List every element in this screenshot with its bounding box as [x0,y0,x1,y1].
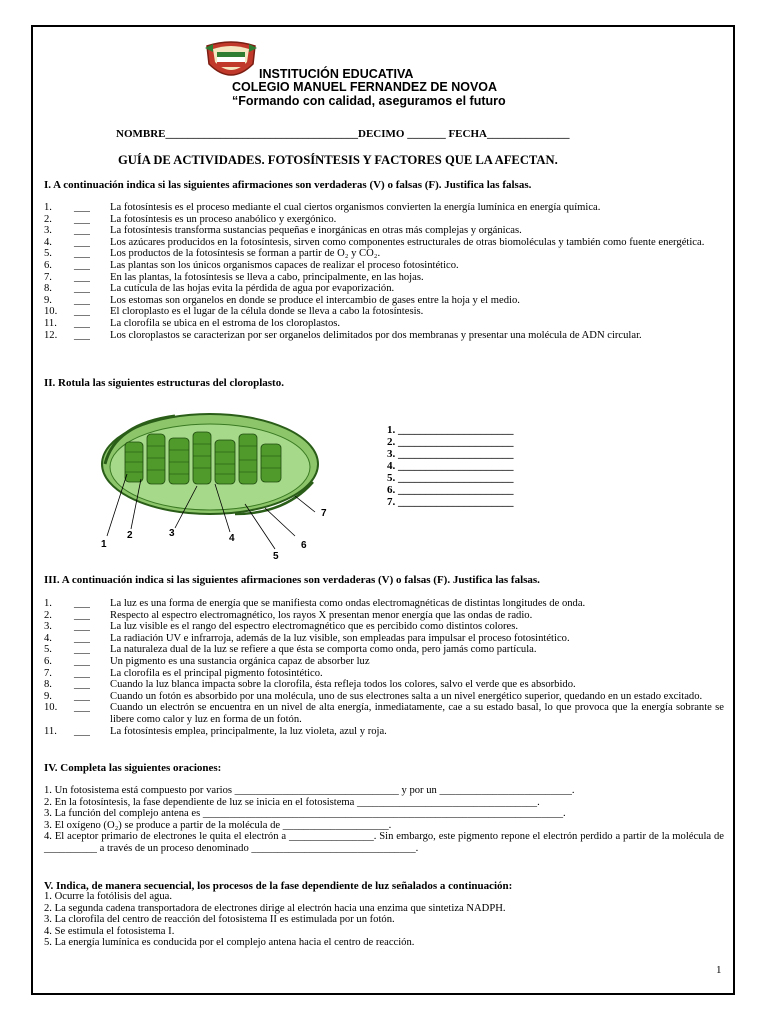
statement-item [44,633,724,645]
student-fields-line: NOMBRE___________________________________DECIMO _______ FECHA_______________ [116,128,570,140]
section-4-sentences [44,785,724,854]
statement-item [44,295,724,307]
chloroplast-diagram [85,404,345,564]
answer-blank[interactable]: ___ [74,725,90,737]
statement-text: Los productos de la fotosíntesis se forman a partir de O₂ y CO₂. [110,248,381,260]
answer-blank[interactable]: ___ [74,655,90,667]
statement-item [44,272,724,284]
answer-blank[interactable]: ___ [74,225,90,237]
item-number: 7. [44,667,52,679]
statement-text: La fotosíntesis es el proceso mediante el cual ciertos organismos convierten la energía lumínica en energía química. [110,202,601,213]
item-number: 1. [44,598,52,609]
statement-item [44,702,724,725]
item-number: 10. [44,306,58,318]
answer-blank[interactable]: ___ [74,213,90,225]
item-number: 1. [44,202,52,213]
section-3-heading: III. A continuación indica si las siguientes afirmaciones son verdaderas (V) o falsas (F). Justifica las falsas. [44,574,540,586]
process-item: 2. La segunda cadena transportadora de electrones dirige al electrón hacia una enzima que sintetiza NADPH. [44,902,506,914]
statement-item [44,679,724,691]
structure-label-blanks [387,424,514,508]
school-logo [203,40,259,84]
statement-text: Respecto al espectro electromagnético, los rayos X presentan menor energía que las ondas de radio. [110,609,533,621]
school-name: INSTITUCIÓN EDUCATIVA [259,67,414,81]
label-blank[interactable]: 5. _____________________ [387,472,514,484]
statement-text: Los estomas son organelos en donde se produce el intercambio de gases entre la hoja y el medio. [110,294,520,306]
answer-blank[interactable]: ___ [74,283,90,295]
answer-blank[interactable]: ___ [74,271,90,283]
statement-item [44,318,724,330]
statement-text: Cuando un electrón se encuentra en un nivel de alta energía, inmediatamente, cae a su estado basal, lo que provoca que la energía sobrante se libere como calor y luz en forma de un fotón. [110,702,724,725]
item-number: 5. [44,248,52,260]
answer-blank[interactable]: ___ [74,667,90,679]
section-1-heading: I. A continuación indica si las siguientes afirmaciones son verdaderas (V) o falsas (F). Justifica las falsas. [44,179,532,191]
diagram-number-3: 3 [169,528,175,539]
statement-text: La luz es una forma de energía que se manifiesta como ondas electromagnéticas de distintas longitudes de onda. [110,598,586,609]
sentence-line[interactable]: 1. Un fotosistema está compuesto por varios _______________________________ y por un _________________________. [44,785,575,796]
statement-item [44,237,724,249]
diagram-number-6: 6 [301,540,307,551]
item-number: 7. [44,271,52,283]
item-number: 3. [44,225,52,237]
item-number: 4. [44,632,52,644]
process-item: 4. Se estimula el fotosistema I. [44,925,175,937]
process-item: 3. La clorofila del centro de reacción del fotosistema II es estimulada por un fotón. [44,914,395,925]
label-blank[interactable]: 1. _____________________ [387,424,514,436]
item-number: 6. [44,655,52,667]
answer-blank[interactable]: ___ [74,644,90,656]
answer-blank[interactable]: ___ [74,236,90,248]
statement-item [44,644,724,656]
answer-blank[interactable]: ___ [74,317,90,329]
statement-item [44,248,724,260]
sentence-line[interactable]: 2. En la fotosíntesis, la fase dependiente de luz se inicia en el fotosistema __________________________________. [44,796,540,808]
statement-text: En las plantas, la fotosíntesis se lleva a cabo, principalmente, en las hojas. [110,271,424,283]
statement-item [44,726,724,738]
answer-blank[interactable]: ___ [74,621,90,633]
answer-blank[interactable]: ___ [74,702,90,714]
statement-text: La clorofila es el principal pigmento fotosintético. [110,667,323,679]
section-4-heading: IV. Completa las siguientes oraciones: [44,762,222,774]
section-5-list [44,891,724,949]
item-number: 10. [44,702,58,714]
statement-text: El cloroplasto es el lugar de la célula donde se lleva a cabo la fotosíntesis. [110,306,424,318]
item-number: 9. [44,690,52,702]
label-blank[interactable]: 7. _____________________ [387,496,514,508]
item-number: 2. [44,213,52,225]
diagram-number-5: 5 [273,551,279,562]
section-1-list [44,202,724,341]
section-3-list [44,598,724,737]
statement-item [44,202,724,214]
answer-blank[interactable]: ___ [74,294,90,306]
page-title: GUÍA DE ACTIVIDADES. FOTOSÍNTESIS Y FACTORES QUE LA AFECTAN. [118,153,558,167]
item-number: 5. [44,644,52,656]
item-number: 4. [44,236,52,248]
statement-item [44,610,724,622]
answer-blank[interactable]: ___ [74,306,90,318]
section-5-heading: V. Indica, de manera secuencial, los procesos de la fase dependiente de luz señalados a continuación: [44,880,513,892]
statement-item [44,656,724,668]
diagram-number-4: 4 [229,533,235,544]
college-name: COLEGIO MANUEL FERNANDEZ DE NOVOA [232,80,498,94]
statement-text: La fotosíntesis emplea, principalmente, la luz violeta, azul y roja. [110,725,387,737]
statement-text: La radiación UV e infrarroja, además de la luz visible, son empleadas para impulsar el proceso fotosintético. [110,632,570,644]
item-number: 11. [44,725,57,737]
item-number: 11. [44,317,57,329]
statement-item [44,691,724,703]
sentence-line[interactable]: 4. El aceptor primario de electrones le quita el electrón a ________________. Sin embargo, este pigmento repone el electrón perdido a partir de la molécula de __________ a través de un proceso denominado _______________________________. [44,831,724,854]
statement-text: Los cloroplastos se caracterizan por ser organelos delimitados por dos membranas y presentar una molécula de ADN circular. [110,329,642,341]
page-number: 1 [716,964,722,976]
item-number: 2. [44,609,52,621]
statement-item [44,598,724,610]
item-number: 3. [44,621,52,633]
statement-text: Cuando la luz blanca impacta sobre la clorofila, ésta refleja todos los colores, salvo el verde que es absorbido. [110,679,576,691]
diagram-number-7: 7 [321,508,327,519]
item-number: 8. [44,679,52,691]
statement-text: La clorofila se ubica en el estroma de los cloroplastos. [110,317,341,329]
statement-item [44,621,724,633]
item-number: 9. [44,294,52,306]
label-blank[interactable]: 2. _____________________ [387,436,514,448]
process-item: 1. Ocurre la fotólisis del agua. [44,891,172,902]
answer-blank[interactable]: ___ [74,632,90,644]
statement-item [44,306,724,318]
statement-item [44,330,724,342]
process-item: 5. La energía lumínica es conducida por el complejo antena hacia el centro de reacción. [44,937,415,948]
sentence-line[interactable]: 3. La función del complejo antena es ____________________________________________________________________. [44,808,566,819]
answer-blank[interactable]: ___ [74,679,90,691]
school-motto: “Formando con calidad, aseguramos el futuro [232,94,506,108]
label-blank[interactable]: 3. _____________________ [387,448,514,460]
sentence-line[interactable]: 3. El oxígeno (O₂) se produce a partir de la molécula de ____________________. [44,819,392,831]
statement-item [44,668,724,680]
statement-text: La fotosíntesis transforma sustancias pequeñas e inorgánicas en otras más complejas y orgánicas. [110,225,522,237]
item-number: 12. [44,329,58,341]
statement-text: La naturaleza dual de la luz se refiere a que ésta se comporta como onda, pero jamás como partícula. [110,644,537,656]
answer-blank[interactable]: ___ [74,259,90,271]
item-number: 6. [44,259,52,271]
answer-blank[interactable]: ___ [74,609,90,621]
section-2-heading: II. Rotula las siguientes estructuras del cloroplasto. [44,377,284,389]
diagram-number-1: 1 [101,539,107,550]
statement-item [44,214,724,226]
statement-text: Las plantas son los únicos organismos capaces de realizar el proceso fotosintético. [110,259,459,271]
statement-text: La cutícula de las hojas evita la pérdida de agua por evaporización. [110,283,395,295]
answer-blank[interactable]: ___ [74,329,90,341]
item-number: 8. [44,283,52,295]
statement-text: La luz visible es el rango del espectro electromagnético que es percibido como distintos colores. [110,621,519,633]
diagram-number-2: 2 [127,530,133,541]
answer-blank[interactable]: ___ [74,598,90,609]
statement-text: Cuando un fotón es absorbido por una molécula, uno de sus electrones salta a un nivel energético superior, quedando en un estado excitado. [110,690,703,702]
label-blank[interactable]: 6. _____________________ [387,484,514,496]
statement-text: La fotosíntesis es un proceso anabólico y exergónico. [110,213,337,225]
statement-item [44,260,724,272]
statement-item [44,225,724,237]
answer-blank[interactable]: ___ [74,248,90,260]
statement-text: Los azúcares producidos en la fotosíntesis, sirven como componentes estructurales de otras biomoléculas y también como fuente energética. [110,236,705,248]
label-blank[interactable]: 4. _____________________ [387,460,514,472]
statement-item [44,283,724,295]
answer-blank[interactable]: ___ [74,202,90,213]
statement-text: Un pigmento es una sustancia orgánica capaz de absorber luz [110,655,370,667]
answer-blank[interactable]: ___ [74,690,90,702]
